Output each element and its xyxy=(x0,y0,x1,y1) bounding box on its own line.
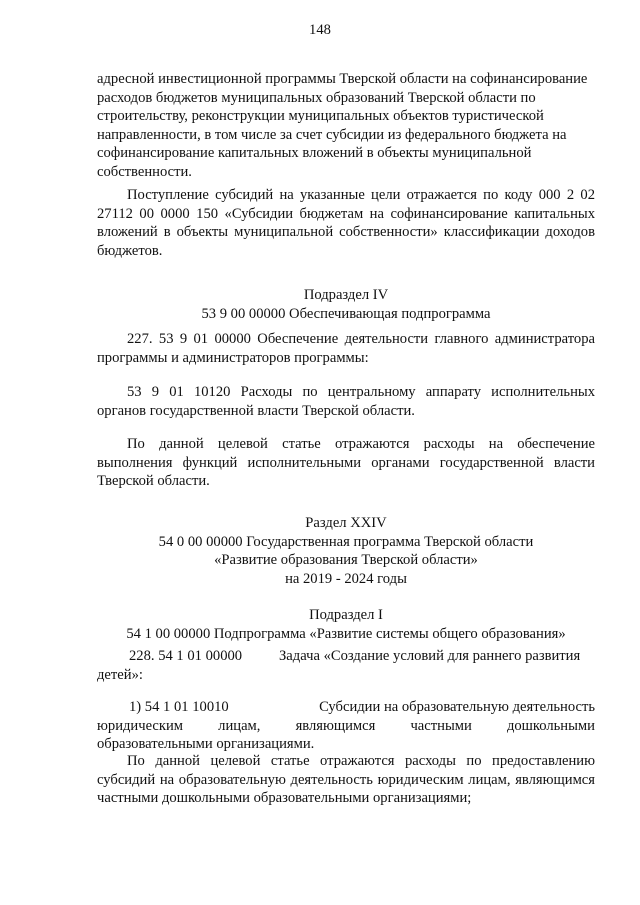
subsection-title: Подраздел IV xyxy=(303,287,389,303)
text-line: строительству, реконструкции муниципальных объектов туристической xyxy=(97,108,544,125)
item-1-third-line: образовательными организациями. xyxy=(97,736,315,753)
paragraph-investment-program xyxy=(97,70,595,182)
text-line: адресной инвестиционной программы Тверской области на софинансирование xyxy=(97,71,588,87)
text-line: собственности. xyxy=(97,163,192,180)
word: юридическим xyxy=(97,717,184,734)
subsection-heading-iv xyxy=(97,286,595,323)
paragraph-228-first-line xyxy=(97,647,595,666)
subsection-heading-i xyxy=(97,606,595,643)
subsection-title: Подраздел I xyxy=(309,607,383,623)
word: лицам, xyxy=(218,717,261,734)
paragraph-item-1 xyxy=(97,698,595,754)
section-program-years: на 2019 - 2024 годы xyxy=(285,570,407,587)
section-program-line: 54 0 00 00000 Государственная программа Тверской области xyxy=(158,533,534,550)
item-1-first-line xyxy=(97,698,595,717)
article-title: Задача «Создание условий для раннего развития xyxy=(279,648,581,664)
paragraph-227: 227. 53 9 01 00000 Обеспечение деятельности главного администратора программы и администраторов программы: xyxy=(97,331,595,366)
text-line: расходов бюджетов муниципальных образований Тверской области по xyxy=(97,89,536,106)
word: являющимся xyxy=(295,717,376,734)
paragraph-central-apparatus: 53 9 01 10120 Расходы по центральному аппарату исполнительных органов государственной власти Тверской области. xyxy=(97,384,595,419)
item-number-code: 1) 54 1 01 10010 xyxy=(129,699,229,715)
item-title: Субсидии на образовательную деятельность xyxy=(319,699,595,715)
section-program-name: «Развитие образования Тверской области» xyxy=(214,552,478,569)
paragraph-228-continuation: детей»: xyxy=(97,666,143,683)
paragraph-subsidy-receipt: Поступление субсидий на указанные цели отражается по коду 000 2 02 27112 00 0000 150 «Субсидии бюджетам на софинансирование капитальных вложений в объекты муниципальной собственности» классификации доходов бюджетов. xyxy=(97,187,595,259)
word: дошкольными xyxy=(506,717,595,734)
item-1-second-line xyxy=(97,717,595,736)
word: частными xyxy=(410,717,472,734)
paragraph-228 xyxy=(97,647,595,684)
paragraph-target-article-2: По данной целевой статье отражаются расходы по предоставлению субсидий на образовательную деятельность юридическим лицам, являющимся частными дошкольными образовательными организациями; xyxy=(97,753,595,807)
text-line: софинансирование капитальных вложений в объекты муниципальной xyxy=(97,145,532,162)
section-title: Раздел XXIV xyxy=(305,515,387,531)
article-code: 228. 54 1 01 00000 xyxy=(129,648,243,664)
page-number: 148 xyxy=(309,22,331,38)
subsection-subtitle: 54 1 00 00000 Подпрограмма «Развитие системы общего образования» xyxy=(126,625,566,642)
text-line: направленности, в том числе за счет субсидии из федерального бюджета на xyxy=(97,126,567,143)
subsection-subtitle: 53 9 00 00000 Обеспечивающая подпрограмма xyxy=(201,305,491,322)
paragraph-target-article-1: По данной целевой статье отражаются расходы на обеспечение выполнения функций исполнительными органами государственной власти Тверской области. xyxy=(97,436,595,490)
section-heading-xxiv xyxy=(97,514,595,588)
